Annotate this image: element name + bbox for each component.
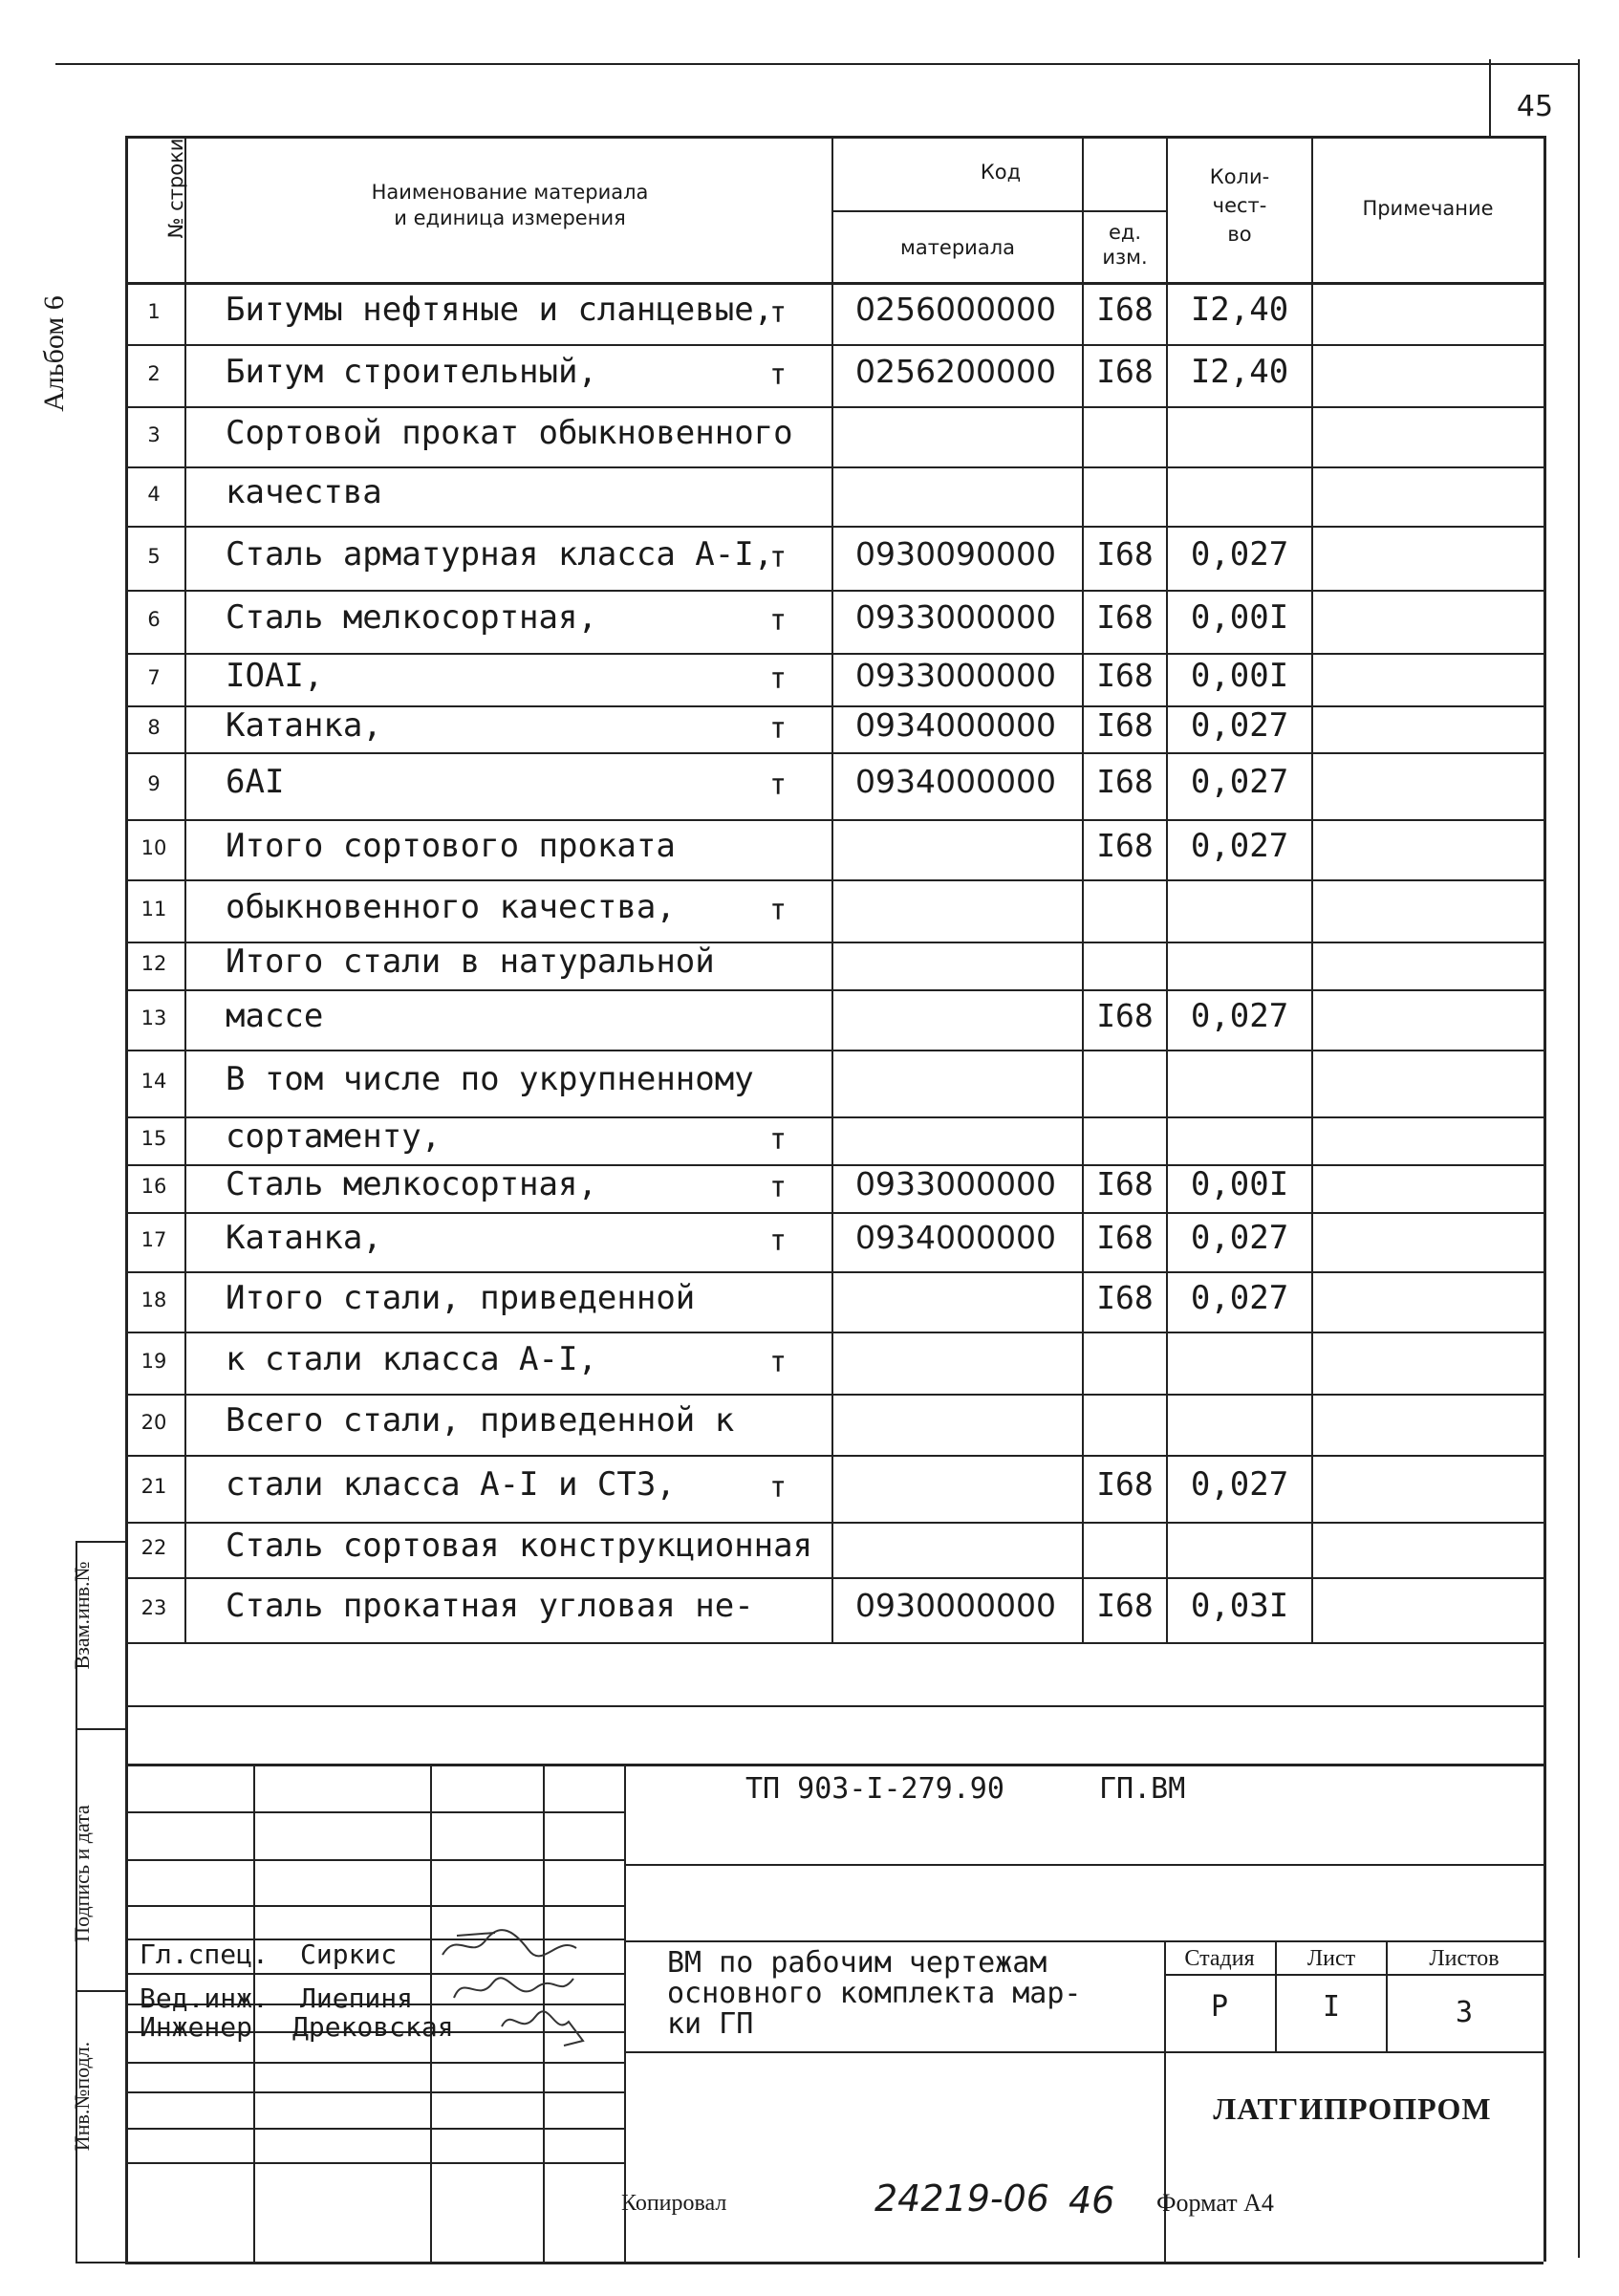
- row-name: Сортовой прокат обыкновенного: [226, 414, 793, 452]
- row-code: 0934000000: [855, 763, 1056, 800]
- signer-name-2: Лиепиня: [300, 1982, 414, 2014]
- signer-name-3: Дрековская: [292, 2011, 454, 2043]
- row-unit-code: I68: [1096, 598, 1154, 636]
- row-name: к стали класса А-I,: [226, 1340, 597, 1378]
- margin-label-replaced-inv: Взам.инв.№: [70, 1561, 94, 1670]
- row-quantity: 0,027: [1190, 535, 1289, 574]
- footer-number: 24219-06: [874, 2177, 1049, 2220]
- header-split: [831, 210, 1166, 212]
- header-quantity: Коли- чест- во: [1209, 165, 1270, 246]
- row-code: 0930000000: [855, 1587, 1056, 1624]
- signer-role-1: Гл.спец.: [140, 1939, 269, 1970]
- row-number: 17: [140, 1228, 167, 1251]
- row-name: Сталь мелкосортная,: [226, 598, 597, 637]
- row-number: 21: [140, 1475, 167, 1498]
- header-bottom: [125, 282, 1545, 285]
- row-number: 6: [147, 608, 161, 631]
- stage-value: Р: [1210, 1990, 1229, 2024]
- table-top: [125, 136, 1545, 139]
- row-name: качества: [226, 473, 382, 511]
- row-line: [125, 1522, 1545, 1524]
- row-line: [125, 590, 1545, 592]
- row-number: 9: [147, 772, 161, 795]
- row-line: [125, 1271, 1545, 1273]
- row-name: Битум строительный,: [226, 353, 597, 391]
- page-number: 45: [1516, 90, 1554, 123]
- row-unit: т: [769, 1171, 788, 1204]
- tb-top: [125, 1764, 1543, 1766]
- row-number: 16: [140, 1175, 167, 1198]
- row-unit-code: I68: [1096, 1165, 1154, 1202]
- signer-role-2: Вед.инж.: [140, 1982, 269, 2014]
- row-code: 0930090000: [855, 535, 1056, 573]
- row-unit: т: [769, 1123, 788, 1157]
- doc-code: ТП 903-I-279.90: [745, 1772, 1004, 1806]
- row-number: 11: [140, 898, 167, 921]
- signer-role-3: Инженер: [140, 2011, 253, 2043]
- row-code: 0934000000: [855, 1219, 1056, 1256]
- row-name: Сталь прокатная угловая не-: [226, 1587, 754, 1625]
- row-number: 13: [140, 1007, 167, 1029]
- header-note: Примечание: [1362, 197, 1494, 220]
- stage-label: Стадия: [1184, 1946, 1255, 1971]
- footer-format: Формат А4: [1156, 2189, 1274, 2217]
- row-unit: т: [769, 712, 788, 746]
- row-unit: т: [769, 1471, 788, 1505]
- right-edge-line: [1578, 136, 1580, 2258]
- row-line: [125, 1050, 1545, 1051]
- organization-name: ЛАТГИПРОПРОМ: [1213, 2091, 1492, 2126]
- tb-stage-bottom: [1164, 2051, 1543, 2053]
- row-number: 22: [140, 1536, 167, 1559]
- tb-sign-row: [125, 2062, 624, 2064]
- row-name: Битумы нефтяные и сланцевые,: [226, 291, 774, 329]
- row-code: 0933000000: [855, 657, 1056, 694]
- row-number: 15: [140, 1127, 167, 1150]
- row-unit-code: I68: [1096, 353, 1154, 390]
- row-unit: т: [769, 894, 788, 927]
- tb-sign-row: [125, 2091, 624, 2093]
- row-name: массе: [226, 997, 324, 1035]
- tb-sign-row: [125, 2128, 624, 2130]
- row-number: 19: [140, 1350, 167, 1373]
- tb-stage-header-line: [1164, 1974, 1543, 1976]
- tb-code-bottom: [624, 1864, 1543, 1866]
- row-line: [125, 819, 1545, 821]
- tb-sign-row: [125, 1811, 624, 1813]
- header-code: Код: [980, 161, 1022, 184]
- margin-label-signature-date: Подпись и дата: [70, 1805, 94, 1942]
- row-line: [125, 1455, 1545, 1457]
- sheets-label: Листов: [1429, 1946, 1500, 1971]
- row-quantity: 0,027: [1190, 997, 1289, 1035]
- row-unit: т: [769, 358, 788, 392]
- col-line-unit: [1082, 210, 1084, 1642]
- footer-page: 46: [1069, 2179, 1115, 2221]
- row-number: 2: [147, 362, 161, 385]
- row-unit-code: I68: [1096, 1219, 1154, 1256]
- signer-name-1: Сиркис: [300, 1939, 398, 1970]
- row-number: 20: [140, 1411, 167, 1434]
- page-number-box-left: [1489, 59, 1491, 136]
- margin-sep-2: [76, 1990, 125, 1992]
- row-quantity: 0,00I: [1190, 1165, 1289, 1203]
- tb-desc-bottom: [624, 2051, 1164, 2053]
- row-quantity: 0,00I: [1190, 657, 1289, 695]
- row-number: 3: [147, 423, 161, 446]
- row-quantity: 0,027: [1190, 763, 1289, 801]
- row-line: [125, 752, 1545, 754]
- col-line: [1311, 136, 1313, 1642]
- row-line: [125, 526, 1545, 528]
- row-unit-code: I68: [1096, 291, 1154, 328]
- row-quantity: 0,00I: [1190, 598, 1289, 637]
- row-quantity: 0,027: [1190, 1465, 1289, 1504]
- row-number: 12: [140, 952, 167, 975]
- signature-3: [497, 1998, 593, 2050]
- sheets-value: 3: [1455, 1996, 1474, 2029]
- tb-left: [125, 1642, 128, 2262]
- tb-sign-col: [624, 1764, 626, 2262]
- row-code: 0256200000: [855, 353, 1056, 390]
- row-number: 8: [147, 716, 161, 739]
- row-name: Итого стали в натуральной: [226, 942, 715, 981]
- header-code-material: материала: [899, 236, 1015, 259]
- row-line: [125, 879, 1545, 881]
- doc-mark: ГП.ВМ: [1099, 1772, 1186, 1806]
- row-number: 23: [140, 1596, 167, 1619]
- row-unit: т: [769, 1346, 788, 1379]
- row-quantity: 0,027: [1190, 827, 1289, 865]
- row-unit: т: [769, 604, 788, 638]
- tb-sign-row: [125, 1859, 624, 1861]
- row-number: 7: [147, 666, 161, 689]
- row-unit: т: [769, 769, 788, 802]
- row-unit-code: I68: [1096, 1279, 1154, 1316]
- tb-sign-row: [125, 2162, 624, 2164]
- top-rule: [55, 63, 1580, 65]
- row-line: [125, 344, 1545, 346]
- header-code-unit: ед. изм.: [1102, 221, 1148, 269]
- row-name: В том числе по укрупненному: [226, 1060, 754, 1098]
- row-number: 4: [147, 483, 161, 506]
- row-name: сортаменту,: [226, 1117, 442, 1156]
- margin-label-original-inv: Инв.№подл.: [70, 2041, 94, 2152]
- col-line: [1543, 136, 1546, 1642]
- row-number: 5: [147, 545, 161, 568]
- row-line: [125, 1394, 1545, 1396]
- row-name: Сталь мелкосортная,: [226, 1165, 597, 1203]
- tb-spacer-bottom: [125, 1705, 1543, 1707]
- row-quantity: I2,40: [1190, 353, 1289, 391]
- row-line: [125, 989, 1545, 991]
- row-number: 1: [147, 300, 161, 323]
- row-name: Сталь арматурная класса А-I,: [226, 535, 774, 574]
- sheet-value: I: [1322, 1990, 1341, 2024]
- row-code: 0934000000: [855, 706, 1056, 744]
- row-unit-code: I68: [1096, 535, 1154, 573]
- row-unit: т: [769, 296, 788, 330]
- row-unit-code: I68: [1096, 1465, 1154, 1503]
- row-name: Катанка,: [226, 706, 382, 745]
- row-name: Сталь сортовая конструкционная: [226, 1527, 813, 1565]
- row-number: 10: [140, 836, 167, 859]
- tb-right: [1543, 1642, 1546, 2262]
- row-unit-code: I68: [1096, 706, 1154, 744]
- row-unit-code: I68: [1096, 827, 1154, 864]
- album-label: Альбом 6: [38, 295, 70, 412]
- row-code: 0933000000: [855, 598, 1056, 636]
- signature-1: [438, 1921, 581, 1969]
- row-line: [125, 1642, 1545, 1644]
- description-line-1: ВМ по рабочим чертежам: [667, 1946, 1047, 1980]
- description-line-2: основного комплекта мар-: [667, 1977, 1082, 2010]
- row-quantity: 0,027: [1190, 1279, 1289, 1317]
- row-name: Всего стали, приведенной к: [226, 1401, 735, 1440]
- row-line: [125, 1332, 1545, 1333]
- row-line: [125, 1577, 1545, 1579]
- row-number: 18: [140, 1289, 167, 1311]
- margin-bottom: [76, 2262, 125, 2264]
- tb-desc-top: [624, 1940, 1543, 1942]
- row-code: 0933000000: [855, 1165, 1056, 1202]
- row-unit: т: [769, 1224, 788, 1258]
- sheet-label: Лист: [1306, 1946, 1356, 1971]
- row-line: [125, 653, 1545, 655]
- row-name: IOAI,: [226, 657, 324, 695]
- row-unit-code: I68: [1096, 997, 1154, 1034]
- row-name: 6AI: [226, 763, 285, 801]
- tb-bottom: [125, 2262, 1543, 2264]
- header-name: Наименование материала и единица измерения: [371, 181, 649, 229]
- row-quantity: 0,027: [1190, 1219, 1289, 1257]
- row-quantity: 0,027: [1190, 706, 1289, 745]
- row-quantity: I2,40: [1190, 291, 1289, 329]
- margin-sep-1: [76, 1728, 125, 1730]
- row-code: 0256000000: [855, 291, 1056, 328]
- row-name: Итого стали, приведенной: [226, 1279, 696, 1317]
- footer-copied: Копировал: [621, 2191, 727, 2216]
- row-unit-code: I68: [1096, 763, 1154, 800]
- row-unit: т: [769, 662, 788, 696]
- row-name: обыкновенного качества,: [226, 888, 676, 926]
- row-quantity: 0,03I: [1190, 1587, 1289, 1625]
- row-unit: т: [769, 541, 788, 574]
- description-line-3: ки ГП: [667, 2007, 754, 2041]
- row-name: Катанка,: [226, 1219, 382, 1257]
- page-number-box-right: [1578, 59, 1580, 136]
- tb-sign-row: [125, 1905, 624, 1907]
- row-line: [125, 466, 1545, 468]
- row-unit-code: I68: [1096, 657, 1154, 694]
- row-line: [125, 1212, 1545, 1214]
- row-line: [125, 406, 1545, 408]
- col-line: [184, 136, 186, 1642]
- row-unit-code: I68: [1096, 1587, 1154, 1624]
- row-name: Итого сортового проката: [226, 827, 676, 865]
- row-name: стали класса А-I и СТ3,: [226, 1465, 676, 1504]
- header-row-number: № строки: [164, 138, 187, 239]
- row-number: 14: [140, 1070, 167, 1093]
